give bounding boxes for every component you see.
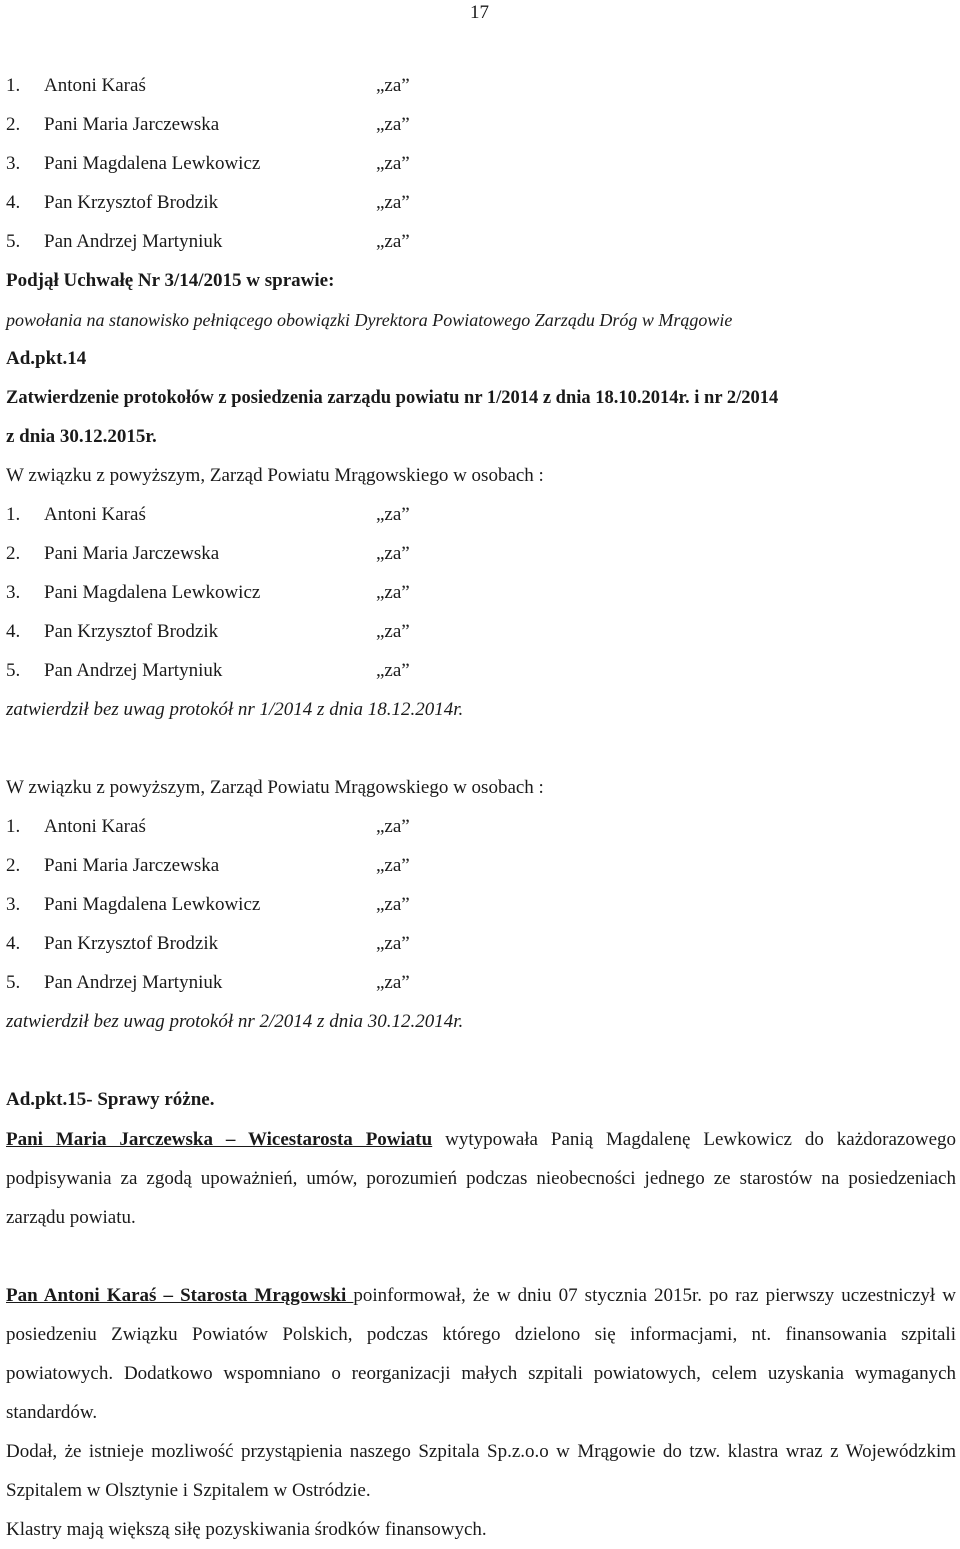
resolution-heading: Podjął Uchwałę Nr 3/14/2015 w sprawie: — [6, 270, 335, 291]
resolution-subject: powołania na stanowisko pełniącego obowiązki Dyrektora Powiatowego Zarządu Dróg w Mrągowie — [6, 310, 733, 330]
vote-line: 4. Pan Krzysztof Brodzik „za” — [6, 192, 410, 213]
block3-intro: W związku z powyższym, Zarząd Powiatu Mrągowskiego w osobach : — [6, 777, 544, 798]
speaker-name: Pani Maria Jarczewska – Wicestarosta Powiatu — [6, 1129, 433, 1150]
vote-line: 3. Pani Magdalena Lewkowicz „za” — [6, 582, 410, 603]
item15-paragraph-2: Pan Antoni Karaś – Starosta Mrągowski poinformował, że w dniu 07 stycznia 2015r. po raz pierwszy uczestniczył w posiedzeniu Związku Powiatów Polskich, podczas którego dzielono się informacjami, nt. finansowania szpitali powiatowych. Dodatkowo wspomniano o reorganizacji małych szpitali powiatowych, celem uzyskania wymaganych standardów. — [6, 1285, 956, 1423]
item14-title-line2: z dnia 30.12.2015r. — [6, 426, 157, 447]
vote-line: 5. Pan Andrzej Martyniuk „za” — [6, 972, 410, 993]
item15-label: Ad.pkt.15- Sprawy różne. — [6, 1089, 215, 1110]
vote-line: 3. Pani Magdalena Lewkowicz „za” — [6, 894, 410, 915]
vote-line: 4. Pan Krzysztof Brodzik „za” — [6, 933, 410, 954]
item15-paragraph-1: Pani Maria Jarczewska – Wicestarosta Powiatu wytypowała Panią Magdalenę Lewkowicz do każdorazowego podpisywania za zgodą upoważnień, umów, porozumień podczas nieobecności jednego ze starostów na posiedzeniach zarządu powiatu. — [6, 1129, 956, 1228]
block3-conclusion: zatwierdził bez uwag protokół nr 2/2014 z dnia 30.12.2014r. — [6, 1011, 464, 1032]
vote-line: 2. Pani Maria Jarczewska „za” — [6, 855, 410, 876]
item15-paragraph-3: Dodał, że istnieje mozliwość przystąpienia naszego Szpitala Sp.z.o.o w Mrągowie do tzw. klastra wraz z Wojewódzkim Szpitalem w Olsztynie i Szpitalem w Ostródzie. — [6, 1441, 956, 1501]
vote-line: 4. Pan Krzysztof Brodzik „za” — [6, 621, 410, 642]
vote-line: 1. Antoni Karaś „za” — [6, 504, 410, 525]
item15-paragraph-4: Klastry mają większą siłę pozyskiwania środków finansowych. — [6, 1519, 487, 1540]
speaker-name: Pan Antoni Karaś – Starosta Mrągowski — [6, 1285, 354, 1306]
vote-line: 1. Antoni Karaś „za” — [6, 75, 410, 96]
vote-line: 5. Pan Andrzej Martyniuk „za” — [6, 231, 410, 252]
vote-line: 2. Pani Maria Jarczewska „za” — [6, 543, 410, 564]
block2-conclusion: zatwierdził bez uwag protokół nr 1/2014 z dnia 18.12.2014r. — [6, 699, 464, 720]
vote-line: 5. Pan Andrzej Martyniuk „za” — [6, 660, 410, 681]
block2-intro: W związku z powyższym, Zarząd Powiatu Mrągowskiego w osobach : — [6, 465, 544, 486]
page-number: 17 — [470, 2, 489, 23]
vote-line: 1. Antoni Karaś „za” — [6, 816, 410, 837]
item14-title-line1: Zatwierdzenie protokołów z posiedzenia zarządu powiatu nr 1/2014 z dnia 18.10.2014r. i nr 2/2014 — [6, 388, 779, 408]
vote-line: 3. Pani Magdalena Lewkowicz „za” — [6, 153, 410, 174]
item14-label: Ad.pkt.14 — [6, 348, 87, 369]
vote-line: 2. Pani Maria Jarczewska „za” — [6, 114, 410, 135]
